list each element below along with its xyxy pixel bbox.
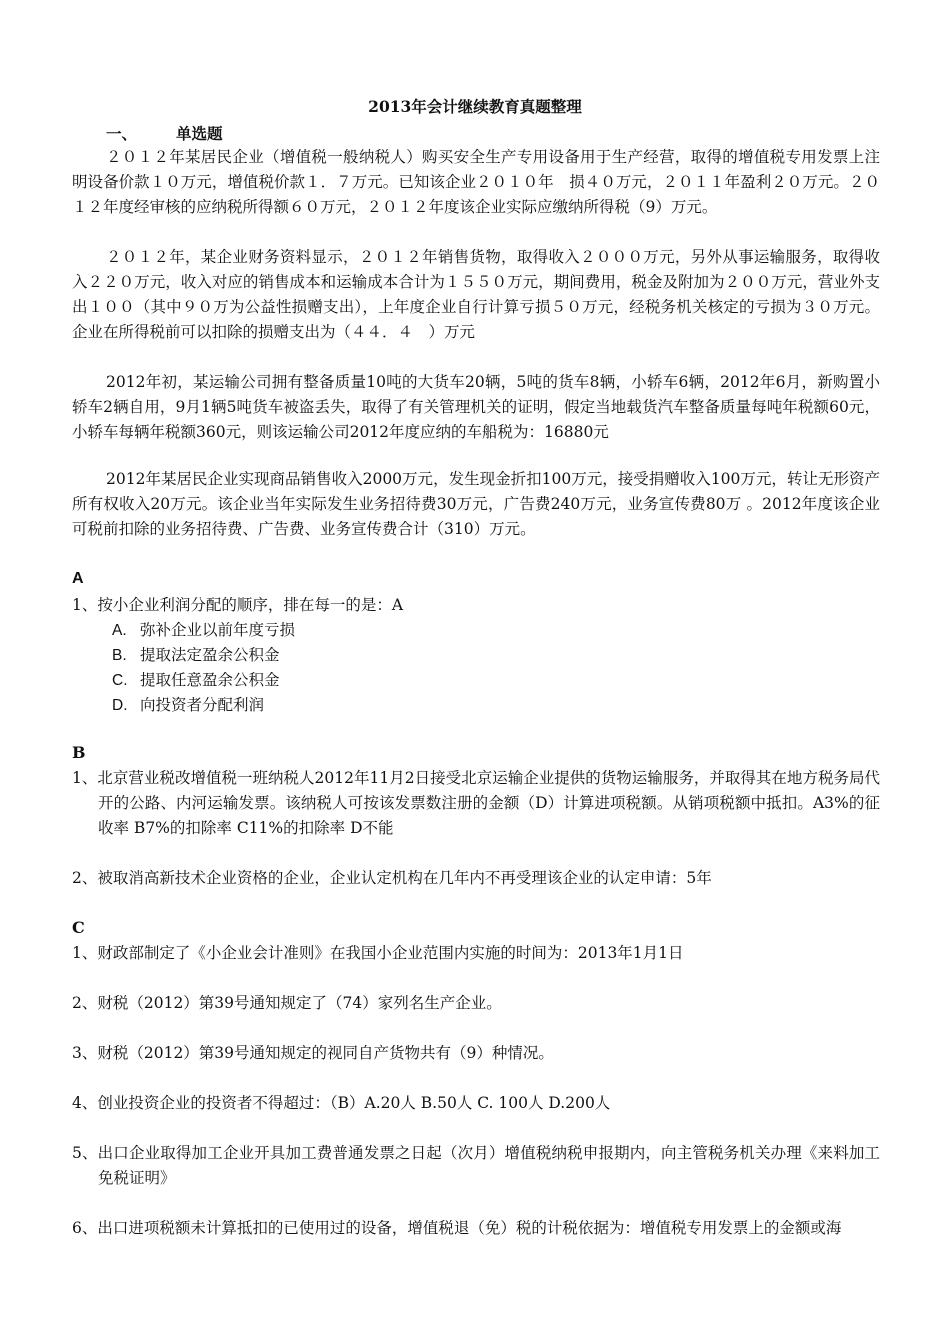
answer-option <box>112 643 280 668</box>
question-item: 3、财税（2012）第39号通知规定的视同自产货物共有（9）种情况。 <box>72 1044 554 1062</box>
question-item: 6、出口进项税额未计算抵扣的已使用过的设备，增值税退（免）税的计税依据为：增值税专用发票上的金额或海 <box>72 1219 842 1237</box>
group-label-a: A <box>72 570 84 587</box>
question-item: 1、北京营业税改增值税一班纳税人2012年11月2日接受北京运输企业提供的货物运输服务，并取得其在地方税务局代开的公路、内河运输发票。该纳税人可按该发票数注册的金额（D）计算进项税额。从销项税额中抵扣。A3%的征收率 B7%的扣除率 C11%的扣除率 D不能 <box>72 769 880 837</box>
option-key: B. <box>112 647 127 664</box>
question-item: 5、出口企业取得加工企业开具加工费普通发票之日起（次月）增值税纳税申报期内，向主管税务机关办理《来料加工免税证明》 <box>72 1144 880 1187</box>
option-text: 弥补企业以前年度亏损 <box>140 621 296 639</box>
question-paragraph: 2012年某居民企业实现商品销售收入2000万元，发生现金折扣100万元，接受捐赠收入100万元，转让无形资产所有权收入20万元。该企业当年实际发生业务招待费30万元，广告费240万元，业务宣传费80万 。2012年度该企业可税前扣除的业务招待费、广告费、业务宣传费合计（310）万元。 <box>72 470 880 538</box>
option-text: 提取法定盈余公积金 <box>140 646 280 664</box>
option-key: C. <box>112 672 128 689</box>
section-number: 一、 <box>106 124 138 143</box>
answer-option <box>112 693 264 718</box>
question-paragraph: ２０１２年，某企业财务资料显示，２０１２年销售货物，取得收入２０００万元，另外从事运输服务，取得收入２２０万元，收入对应的销售成本和运输成本合计为１５５０万元，期间费用，税金及附加为２００万元，营业外支出１００（其中９０万为公益性损赠支出），上年度企业自行计算亏损５０万元，经税务机关核定的亏损为３０万元。企业在所得税前可以扣除的损赠支出为（４４．４ ）万元 <box>72 248 880 341</box>
answer-option <box>112 618 295 643</box>
question-item: 2、财税（2012）第39号通知规定了（74）家列名生产企业。 <box>72 994 502 1012</box>
document-title: 2013年会计继续教育真题整理 <box>368 97 582 116</box>
question-item: 1、财政部制定了《小企业会计准则》在我国小企业范围内实施的时间为：2013年1月1日 <box>72 944 684 962</box>
section-label: 单选题 <box>176 124 223 143</box>
question-item: 2、被取消高新技术企业资格的企业，企业认定机构在几年内不再受理该企业的认定申请：5年 <box>72 869 712 887</box>
question-item: 1、按小企业利润分配的顺序，排在每一的是：A <box>72 596 404 614</box>
option-text: 向投资者分配利润 <box>140 696 265 714</box>
answer-option <box>112 668 280 693</box>
option-key: A. <box>112 622 127 639</box>
question-paragraph: 2012年初，某运输公司拥有整备质量10吨的大货车20辆，5吨的货车8辆，小轿车6辆，2012年6月，新购置小轿车2辆自用，9月1辆5吨货车被盗丢失，取得了有关管理机关的证明，假定当地载货汽车整备质量每吨年税额60元，小轿车每辆年税额360元，则该运输公司2012年度应纳的车船税为：16880元 <box>72 373 880 441</box>
question-item: 4、创业投资企业的投资者不得超过：（B）A.20人 B.50人 C. 100人 D.200人 <box>72 1094 611 1112</box>
option-text: 提取任意盈余公积金 <box>140 671 280 689</box>
option-key: D. <box>112 697 128 714</box>
group-label-c: C <box>72 918 85 937</box>
section-heading <box>106 122 223 144</box>
group-label-b: B <box>72 743 86 762</box>
question-paragraph: ２０１２年某居民企业（增值税一般纳税人）购买安全生产专用设备用于生产经营，取得的增值税专用发票上注明设备价款１０万元，增值税价款１．７万元。已知该企业２０１０年 损４０万元，２０１１年盈利２０万元。２０１２年度经审核的应纳税所得额６０万元，２０１２年度该企业实际应缴纳所得税（9）万元。 <box>72 148 880 216</box>
